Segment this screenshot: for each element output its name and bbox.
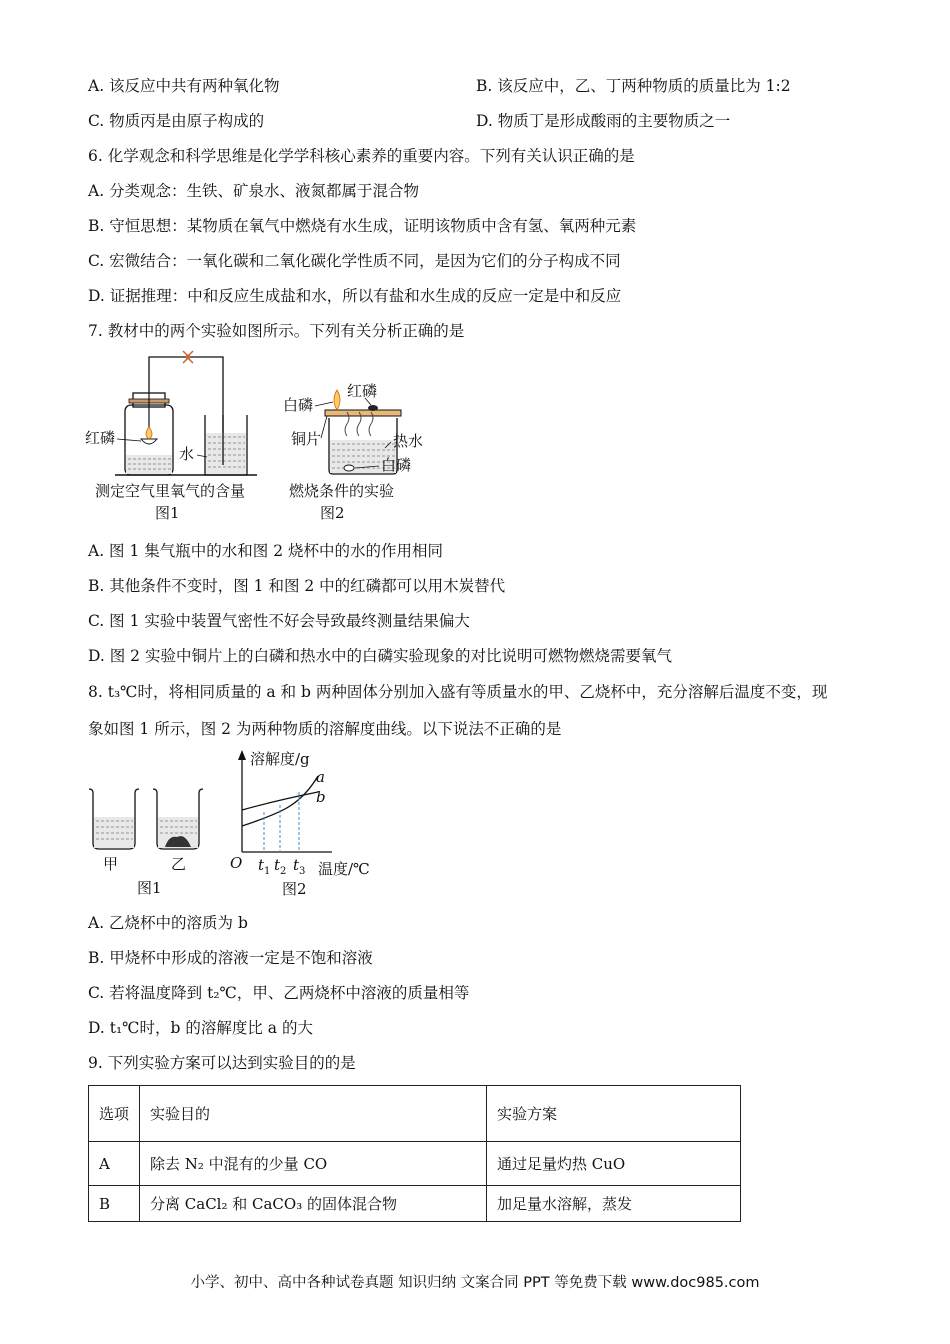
- fig2-white-phosphorus-bottom-label: 白磷: [381, 456, 412, 474]
- fig2-hot-water-label: 热水: [393, 432, 424, 450]
- curve-b-label: b: [316, 788, 326, 806]
- q5-option-c: C. 物质丙是由原子构成的: [88, 112, 265, 130]
- q8-fig1-jia-label: 甲: [103, 855, 119, 873]
- q8-stem-line1: 8. t₃℃时，将相同质量的 a 和 b 两种固体分别加入盛有等质量水的甲、乙烧杯中，充分溶解后温度不变，现: [88, 683, 828, 701]
- q8-option-d: D. t₁℃时，b 的溶解度比 a 的大: [88, 1019, 313, 1037]
- fig2-copper-label: 铜片: [291, 430, 322, 448]
- q6-option-b: B. 守恒思想：某物质在氧气中燃烧有水生成，证明该物质中含有氢、氧两种元素: [88, 217, 637, 235]
- t2-subscript: 2: [280, 866, 287, 877]
- row-b-option: B: [89, 1186, 140, 1222]
- t2-label: t: [274, 856, 281, 874]
- q7-option-c: C. 图 1 实验中装置气密性不好会导致最终测量结果偏大: [88, 612, 470, 630]
- fig2-name: 图2: [320, 504, 345, 522]
- q8-option-a: A. 乙烧杯中的溶质为 b: [88, 914, 248, 932]
- q7-stem: 7. 教材中的两个实验如图所示。下列有关分析正确的是: [88, 322, 465, 340]
- row-a-option: A: [89, 1142, 140, 1186]
- fig2-caption: 燃烧条件的实验: [289, 482, 395, 500]
- chart-ylabel: 溶解度/g: [250, 750, 310, 768]
- q6-option-c: C. 宏微结合：一氧化碳和二氧化碳化学性质不同，是因为它们的分子构成不同: [88, 252, 621, 270]
- fig1-water-label: 水: [179, 445, 195, 463]
- t1-subscript: 1: [264, 866, 271, 877]
- q9-stem: 9. 下列实验方案可以达到实验目的的是: [88, 1054, 356, 1072]
- row-b-purpose: 分离 CaCl₂ 和 CaCO₃ 的固体混合物: [140, 1186, 487, 1222]
- fig1-caption: 测定空气里氧气的含量: [95, 482, 246, 500]
- t3-label: t: [293, 856, 300, 874]
- curve-a: [242, 776, 318, 826]
- row-a-plan: 通过足量灼热 CuO: [487, 1142, 741, 1186]
- q8-option-c: C. 若将温度降到 t₂℃，甲、乙两烧杯中溶液的质量相等: [88, 984, 470, 1002]
- q9-table: [88, 1085, 741, 1222]
- fig1-name: 图1: [155, 504, 180, 522]
- q7-option-a: A. 图 1 集气瓶中的水和图 2 烧杯中的水的作用相同: [88, 542, 443, 560]
- q8-option-b: B. 甲烧杯中形成的溶液一定是不饱和溶液: [88, 949, 373, 967]
- t3-subscript: 3: [299, 866, 306, 877]
- row-b-plan: 加足量水溶解，蒸发: [487, 1186, 741, 1222]
- q7-figure2: [285, 378, 435, 526]
- q8-fig1-name: 图1: [137, 879, 162, 897]
- header-purpose: 实验目的: [140, 1086, 487, 1142]
- curve-a-label: a: [316, 768, 325, 786]
- chart-xlabel: 温度/℃: [318, 860, 370, 878]
- q6-option-d: D. 证据推理：中和反应生成盐和水，所以有盐和水生成的反应一定是中和反应: [88, 287, 622, 305]
- q8-figure1: [85, 785, 225, 900]
- fig1-red-phosphorus-label: 红磷: [85, 429, 116, 447]
- q7-option-b: B. 其他条件不变时，图 1 和图 2 中的红磷都可以用木炭替代: [88, 577, 506, 595]
- q8-fig1-yi-label: 乙: [171, 855, 187, 873]
- table-header-row: [89, 1086, 741, 1142]
- fig2-white-phosphorus-top-label: 白磷: [283, 396, 314, 414]
- table-row: [89, 1186, 741, 1222]
- q8-figure2-solubility-chart: [228, 748, 388, 903]
- fig2-red-phosphorus-label: 红磷: [347, 382, 378, 400]
- q5-option-b: B. 该反应中，乙、丁两种物质的质量比为 1:2: [476, 77, 791, 95]
- header-option: 选项: [89, 1086, 140, 1142]
- q8-stem-line2: 象如图 1 所示，图 2 为两种物质的溶解度曲线。以下说法不正确的是: [88, 720, 562, 738]
- table-row: [89, 1142, 741, 1186]
- q8-fig2-name: 图2: [282, 880, 307, 898]
- q6-stem: 6. 化学观念和科学思维是化学学科核心素养的重要内容。下列有关认识正确的是: [88, 147, 635, 165]
- q5-option-a: A. 该反应中共有两种氧化物: [88, 77, 280, 95]
- q6-option-a: A. 分类观念：生铁、矿泉水、液氮都属于混合物: [88, 182, 420, 200]
- t1-label: t: [258, 856, 265, 874]
- chart-origin-label: O: [230, 854, 243, 872]
- q7-figure1: [85, 355, 275, 525]
- header-plan: 实验方案: [487, 1086, 741, 1142]
- q7-option-d: D. 图 2 实验中铜片上的白磷和热水中的白磷实验现象的对比说明可燃物燃烧需要氧气: [88, 647, 672, 665]
- row-a-purpose: 除去 N₂ 中混有的少量 CO: [140, 1142, 487, 1186]
- q5-option-d: D. 物质丁是形成酸雨的主要物质之一: [476, 112, 731, 130]
- page-footer: 小学、初中、高中各种试卷真题 知识归纳 文案合同 PPT 等免费下载 www.doc985.com: [190, 1275, 760, 1291]
